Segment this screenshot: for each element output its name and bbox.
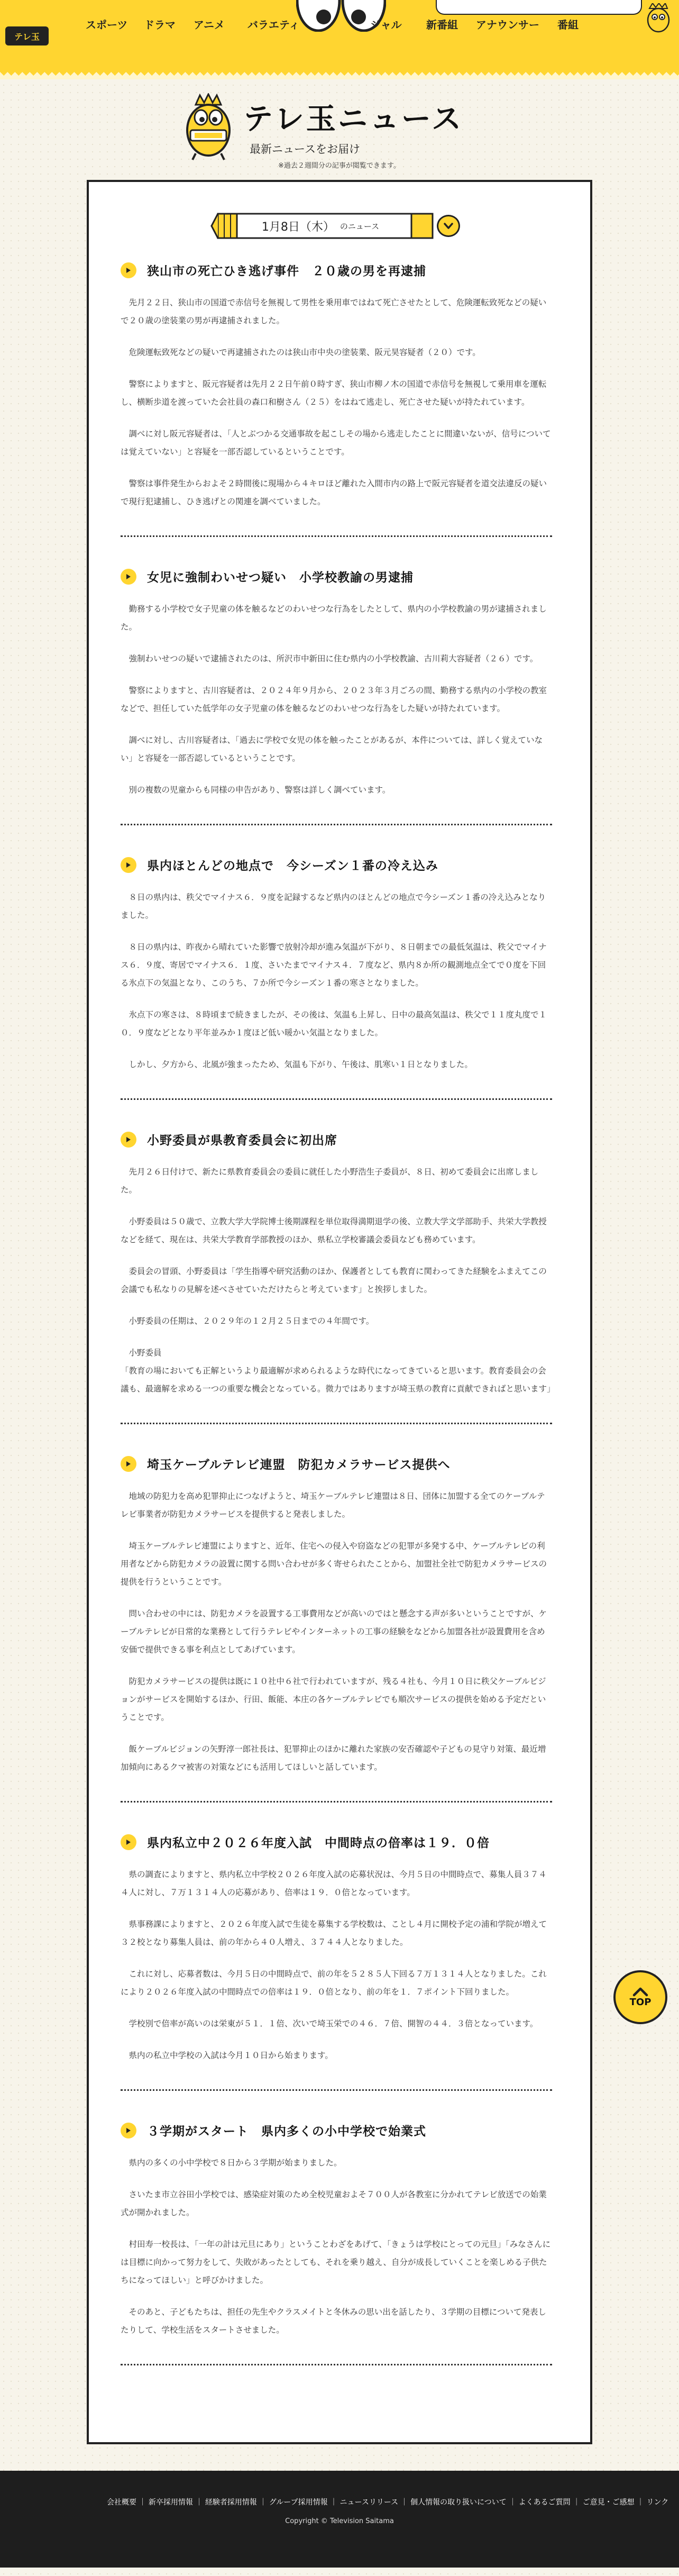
article-paragraph: 埼玉ケーブルテレビ連盟によりますと、近年、住宅への侵入や窃盗などの犯罪が多発する中、ケーブルテレビの利用者などから防犯カメラの設置に関する問い合わせが多く寄せられたことから、加盟社全社で防犯カメラサービスの提供を行うということです。 [121,1541,547,1587]
nav-drama[interactable]: ドラマ [144,18,176,31]
footer-separator: ｜ [192,2498,205,2507]
footer-link[interactable]: 個人情報の取り扱いについて [410,2498,507,2507]
date-dropdown-button[interactable] [437,215,460,237]
arrow-right-icon [121,1456,136,1472]
article-paragraph: 県の調査によりますと、県内私立中学校２０２６年度入試の応募状況は、今月５日の中間時点で、募集人員３７４４人に対し、７万１３１４人の応募があり、倍率は１９．０倍となっています。 [121,1870,547,1897]
date-selector[interactable] [210,212,462,240]
article-paragraph: 地域の防犯力を高め犯罪抑止につなげようと、埼玉ケーブルテレビ連盟は８日、団体に加盟する全てのケーブルテレビ事業者が防犯カメラサービスを提供すると発表しました。 [121,1491,545,1519]
footer-link[interactable]: 経験者採用情報 [205,2498,257,2507]
arrow-right-icon [121,857,136,873]
footer-link[interactable]: リンク [646,2498,669,2507]
article-paragraph: 学校別で倍率が高いのは栄東が５１．１倍、次いで埼玉栄での４６．７倍、開智の４４．３倍となっています。 [129,2019,538,2028]
site-footer [0,2471,679,2568]
nav-genre[interactable]: ジャル [370,18,402,31]
nav-sports[interactable]: スポーツ [86,18,128,31]
article-paragraph: 委員会の冒頭、小野委員は「学生指導や研究活動のほか、保護者としても教育に関わってきた経験をふまえてこの会議でも私なりの見解を述べさせていただけたらと考えています」と挨拶しました。 [121,1267,547,1294]
article-paragraph: 県内の多くの小中学校で８日から３学期が始まりました。 [129,2158,342,2168]
footer-separator: ｜ [570,2498,583,2507]
article-list [121,261,555,2365]
article-paragraph: 飯ケーブルビジョンの矢野淳一郎社長は、犯罪抑止のほかに離れた家族の安否確認や子どもの見守り対策、最近増加傾向にあるクマ被害の対策などにも活用してほしいと話しています。 [121,1744,546,1772]
site-logo[interactable] [5,26,49,45]
arrow-right-icon [121,1132,136,1148]
header-zigzag-edge [0,72,679,79]
article-paragraph: 危険運転致死などの疑いで再逮捕されたのは狭山市中央の塗装業、阪元昊容疑者（２０）です。 [129,348,481,357]
nav-announcers[interactable]: アナウンサー [476,18,539,31]
footer-link[interactable]: グループ採用情報 [269,2498,328,2507]
page-title: テレ玉ニュース [243,102,464,136]
article-paragraph: 強制わいせつの疑いで逮捕されたのは、所沢市中新田に住む県内の小学校教諭、古川莉大容疑者（２６）です。 [129,654,538,663]
article-paragraph: 警察によりますと、阪元容疑者は先月２２日午前０時すぎ、狭山市柳ノ木の国道で赤信号を無視して乗用車を運転し、横断歩道を渡っていた会社員の森口和樹さん（２５）をはねて逃走し、死亡させた疑いが持たれています。 [121,379,547,407]
news-article [121,261,552,537]
site-header [0,0,679,79]
article-title-text: 狭山市の死亡ひき逃げ事件 ２０歳の男を再逮捕 [147,265,426,278]
article-title-text: 県内ほとんどの地点で 今シーズン１番の冷え込み [147,859,438,873]
news-article [121,568,552,825]
footer-separator: ｜ [136,2498,149,2507]
news-article [121,1455,552,1803]
article-title [121,2122,552,2139]
article-paragraph: 氷点下の寒さは、８時頃まで続きましたが、その後は、気温も上昇し、日中の最高気温は、秩父で１１度丸度で１０．９度などとなり平年並みか１度ほど低い暖かい気温となりました。 [121,1010,547,1037]
page-subtitle: 最新ニュースをお届け [250,143,360,156]
article-paragraph: ８日の県内は、昨夜から晴れていた影響で放射冷却が進み気温が下がり、８日朝までの最低気温は、秩父でマイナス６．９度、寄居でマイナス６．１度、さいたまでマイナス４．７度など、県内８か所の観測地点全てで０度を下回る氷点下の気温となり、このうち、７か所で今シーズン１番の寒さとなりました。 [121,942,547,988]
arrow-right-icon [121,262,136,278]
nav-programs[interactable]: 番組 [557,18,579,31]
article-paragraph: 問い合わせの中には、防犯カメラを設置する工事費用などが高いのではと懸念する声が多いということですが、ケーブルテレビが日常的な業務として行うテレビやインターネットの工事の経験をなどから加盟各社が設置費用を含め安価で提供できる事を利点としてあげています。 [121,1609,547,1654]
site-logo-text: テレ玉 [14,31,40,42]
footer-link[interactable]: ニュースリリース [340,2498,399,2507]
article-title [121,856,552,873]
article-title [121,261,552,279]
article-paragraph: 先月２２日、狭山市の国道で赤信号を無視して男性を乗用車ではねて死亡させたとして、危険運転致死などの疑いで２０歳の塗装業の男が再逮捕されました。 [121,298,547,325]
footer-separator: ｜ [398,2498,411,2507]
article-paragraph: 勤務する小学校で女子児童の体を触るなどのわいせつな行為をしたとして、県内の小学校教諭の男が逮捕されました。 [121,604,547,632]
article-title [121,1131,552,1148]
article-paragraph: これに対し、応募者数は、今月５日の中間時点で、前の年を５２８５人下回る７万１３１４人となりました。これにより２０２６年度入試の中間時点での倍率は１９．０倍となり、前の年を１．７ポイント下回りました。 [121,1969,547,1997]
article-paragraph: 小野委員 「教育の場においても正解というより最適解が求められるような時代になってきていると思います。教育委員会の会議も、最適解を求める一つの重要な機会となっている。微力ではありますが埼玉県の教育に貢献できればと思います」 [121,1348,555,1394]
footer-separator: ｜ [256,2498,269,2507]
chevron-up-icon [632,1987,648,1997]
article-paragraph: 調べに対し阪元容疑者は、「人とぶつかる交通事故を起こしその場から逃走したことに間違いないが、信号については覚えていない」と容疑を一部否認しているということです。 [121,429,551,457]
footer-separator: ｜ [506,2498,519,2507]
article-paragraph: 別の複数の児童からも同様の申告があり、警察は詳しく調べています。 [129,785,391,795]
article-paragraph: 県事務課によりますと、２０２６年度入試で生徒を募集する学校数は、ことし４月に開校予定の浦和学院が増えて３２校となり募集人員は、前の年から４０人増え、３７４４人となりました。 [121,1919,547,1947]
article-title [121,568,552,585]
article-paragraph: しかし、夕方から、北風が強まったため、気温も下がり、午後は、肌寒い１日となりました。 [129,1060,473,1069]
footer-link[interactable]: よくあるご質問 [518,2498,571,2507]
mascot-news-icon [180,93,237,161]
footer-separator: ｜ [327,2498,340,2507]
footer-link[interactable]: ご意見・ご感想 [582,2498,635,2507]
article-paragraph: 小野委員の任期は、２０２９年の１２月２５日までの４年間です。 [129,1316,374,1326]
news-article [121,2122,552,2365]
footer-copyright: Copyright © Television Saitama [285,2517,394,2525]
chevron-down-icon [444,222,453,230]
selected-date [210,212,430,240]
back-to-top-button[interactable] [613,1970,667,2024]
page-note: ※過去２週間分の記事が閲覧できます。 [278,162,400,170]
global-nav [79,16,668,32]
article-paragraph: 先月２６日付けで、新たに県教育委員会の委員に就任した小野浩生子委員が、８日、初めて委員会に出席しました。 [121,1167,539,1195]
footer-links [107,2497,669,2508]
article-title-text: 小野委員が県教育委員会に初出席 [147,1134,337,1148]
news-article [121,1131,555,1424]
article-paragraph: 防犯カメラサービスの提供は既に１０社中６社で行われていますが、残る４社も、今月１０日に秩父ケーブルビジョンがサービスを開始するほか、行田、飯能、本庄の各ケーブルテレビでも順次サービスの提供を始める予定だということです。 [121,1677,546,1722]
article-title-text: 女児に強制わいせつ疑い 小学校教諭の男逮捕 [147,571,414,585]
article-title-text: 埼玉ケーブルテレビ連盟 防犯カメラサービス提供へ [147,1458,451,1472]
article-paragraph: さいたま市立谷田小学校では、感染症対策のため全校児童およそ７００人が各教室に分かれてテレビ放送での始業式が開かれました。 [121,2190,547,2217]
article-paragraph: 村田寿一校長は、「一年の計は元旦にあり」ということわざをあげて、「きょうは学校にとっての元旦」「みなさんには目標に向かって努力をして、失敗があったとしても、それを乗り越え、自分が成長していくことを楽しめる子供たちになってほしい」と呼びかけました。 [121,2240,551,2285]
footer-link[interactable]: 会社概要 [107,2498,136,2507]
footer-separator: ｜ [634,2498,647,2507]
article-paragraph: 警察は事件発生からおよそ２時間後に現場から４キロほど離れた入間市内の路上で阪元容疑者を道交法違反の疑いで現行犯逮捕し、ひき逃げとの関連を調べていました。 [121,479,547,506]
news-card [87,180,592,2444]
article-title [121,1455,552,1472]
back-to-top-label: TOP [629,1996,652,2008]
page-title-block [243,102,464,170]
nav-new-programs[interactable]: 新番組 [426,18,458,31]
article-paragraph: 県内の私立中学校の入試は今月１０日から始まります。 [129,2051,333,2060]
page-title-area [0,79,679,180]
article-title [121,1833,552,1851]
nav-variety[interactable]: バラエティ [247,18,300,31]
arrow-right-icon [121,2123,136,2138]
article-paragraph: 調べに対し、古川容疑者は、「過去に学校で女児の体を触ったことがあるが、本件については、詳しく覚えていない」と容疑を一部否認しているということです。 [121,735,543,763]
article-title-text: ３学期がスタート 県内多くの小中学校で始業式 [147,2125,426,2138]
nav-anime[interactable]: アニメ [194,18,225,31]
article-paragraph: ８日の県内は、秩父でマイナス６．９度を記録するなど県内のほとんどの地点で今シーズン１番の冷え込みとなりました。 [121,893,546,920]
mascot-small-icon[interactable] [645,3,672,33]
arrow-right-icon [121,569,136,585]
header-menu-box[interactable] [436,0,642,15]
news-article [121,856,552,1100]
article-paragraph: そのあと、子どもたちは、担任の先生やクラスメイトと冬休みの思い出を話したり、３学期の目標について発表したりして、学校生活をスタートさせました。 [121,2307,546,2335]
article-title-text: 県内私立中２０２６年度入試 中間時点の倍率は１９．０倍 [147,1836,490,1850]
article-paragraph: 小野委員は５０歳で、立教大学大学院博士後期課程を単位取得満期退学の後、立教大学文学部助手、共栄大学教授などを経て、現在は、共栄大学教育学部教授のほか、県私立学校審議会委員なども務めています。 [121,1217,547,1244]
selected-date-value: 1月8日（木） [261,220,335,234]
arrow-right-icon [121,1834,136,1850]
footer-link[interactable]: 新卒採用情報 [148,2498,193,2507]
selected-date-suffix: のニュース [340,221,380,231]
article-paragraph: 警察によりますと、古川容疑者は、２０２４年９月から、２０２３年３月ごろの間、勤務する県内の小学校の教室などで、担任していた低学年の女子児童の体を触るなどのわいせつな行為をした疑いが持たれています。 [121,686,547,713]
news-article [121,1833,552,2091]
